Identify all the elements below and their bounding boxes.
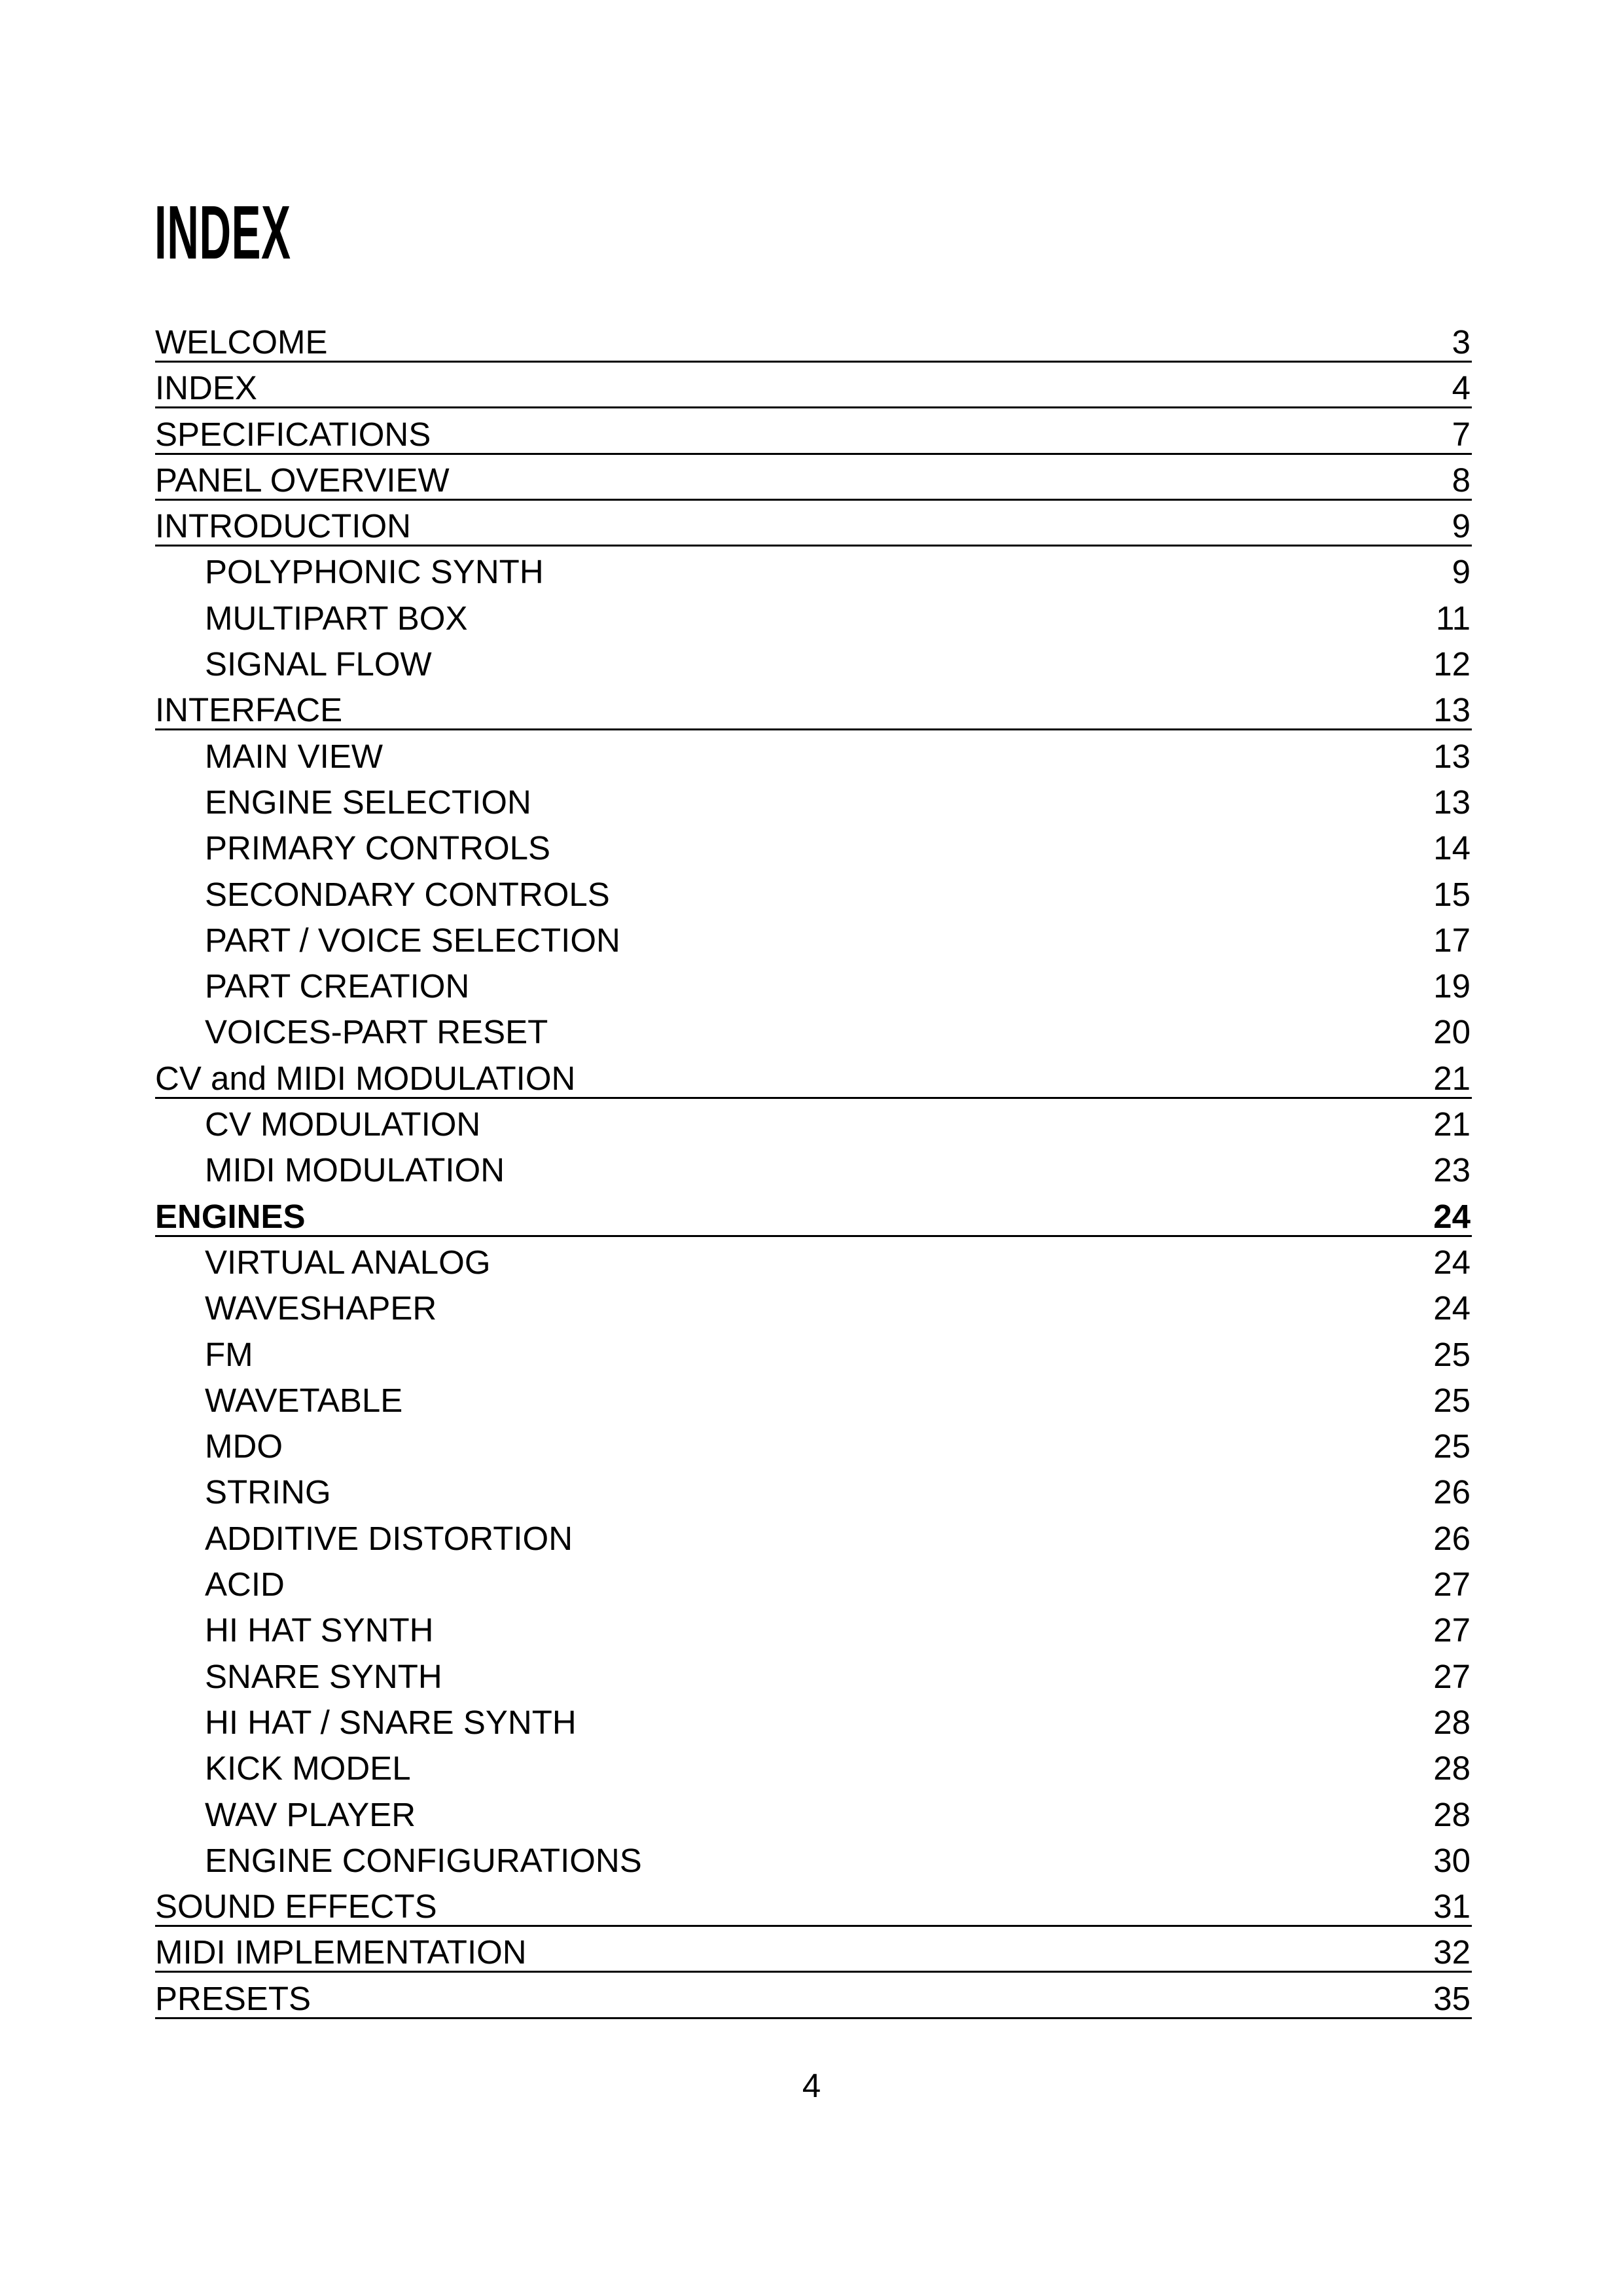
- toc-entry-label: FM: [205, 1335, 253, 1373]
- toc-entry-label: KICK MODEL: [205, 1749, 411, 1787]
- toc-entry-label: CV and MIDI MODULATION: [155, 1059, 576, 1097]
- toc-entry-label: SPECIFICATIONS: [155, 415, 431, 453]
- toc-entry-label: MIDI MODULATION: [205, 1151, 505, 1189]
- toc-entry-page-number: 25: [1433, 1427, 1471, 1465]
- toc-entry-label: PART / VOICE SELECTION: [205, 921, 620, 959]
- toc-entry[interactable]: [155, 1429, 1471, 1475]
- toc-entry[interactable]: [155, 1979, 1471, 2028]
- toc-entry-page-number: 9: [1452, 507, 1471, 545]
- toc-entry[interactable]: [155, 1107, 1471, 1153]
- toc-entry[interactable]: [155, 1657, 1471, 1706]
- toc-entry-page-number: 7: [1452, 415, 1471, 453]
- toc-entry[interactable]: [155, 601, 1471, 647]
- toc-entry-label: INTERFACE: [155, 691, 343, 729]
- toc-entry[interactable]: [155, 1568, 1471, 1613]
- toc-entry-page-number: 24: [1433, 1289, 1471, 1327]
- toc-entry-page-number: 27: [1433, 1611, 1471, 1649]
- toc-entry[interactable]: [155, 325, 1471, 371]
- toc-entry-page-number: 13: [1433, 783, 1471, 821]
- toc-entry-label: ENGINES: [155, 1197, 306, 1235]
- toc-entry-page-number: 14: [1433, 829, 1471, 867]
- toc-entry-label: PRESETS: [155, 1979, 312, 2017]
- toc-entry-label: HI HAT / SNARE SYNTH: [205, 1703, 577, 1741]
- toc-entry-page-number: 3: [1452, 323, 1471, 361]
- toc-entry-label: MIDI IMPLEMENTATION: [155, 1933, 527, 1971]
- toc-entry[interactable]: [155, 555, 1471, 601]
- toc-entry-page-number: 13: [1433, 737, 1471, 775]
- toc-entry-page-number: 19: [1433, 967, 1471, 1005]
- toc-entry-page-number: 28: [1433, 1703, 1471, 1741]
- toc-entry-label: PART CREATION: [205, 967, 470, 1005]
- toc-entry[interactable]: [155, 831, 1471, 877]
- toc-entry-page-number: 13: [1433, 691, 1471, 729]
- toc-entry-label: MAIN VIEW: [205, 737, 383, 775]
- toc-entry[interactable]: [155, 415, 1471, 463]
- toc-entry-page-number: 26: [1433, 1473, 1471, 1511]
- toc-entry-page-number: 35: [1433, 1979, 1471, 2017]
- toc-entry[interactable]: [155, 1153, 1471, 1199]
- toc-entry-label: INDEX: [155, 369, 257, 407]
- toc-entry[interactable]: [155, 509, 1471, 555]
- table-of-contents: [155, 325, 1471, 2028]
- toc-entry-page-number: 24: [1433, 1197, 1471, 1235]
- toc-entry-label: HI HAT SYNTH: [205, 1611, 434, 1649]
- footer-page-number: 4: [802, 2067, 821, 2104]
- toc-entry-page-number: 21: [1433, 1059, 1471, 1097]
- toc-entry[interactable]: [155, 969, 1471, 1015]
- toc-entry-label: SIGNAL FLOW: [205, 645, 432, 683]
- toc-entry-label: WELCOME: [155, 323, 328, 361]
- toc-entry-page-number: 20: [1433, 1013, 1471, 1051]
- toc-entry[interactable]: [155, 875, 1471, 924]
- toc-entry-label: VIRTUAL ANALOG: [205, 1243, 491, 1281]
- toc-entry[interactable]: [155, 1015, 1471, 1061]
- toc-entry-page-number: 26: [1433, 1519, 1471, 1557]
- toc-entry[interactable]: [155, 463, 1471, 509]
- toc-entry-label: PRIMARY CONTROLS: [205, 829, 551, 867]
- toc-entry-page-number: 4: [1452, 369, 1471, 407]
- toc-entry-page-number: 24: [1433, 1243, 1471, 1281]
- toc-entry-label: CV MODULATION: [205, 1105, 481, 1143]
- toc-entry-page-number: 32: [1433, 1933, 1471, 1971]
- toc-entry[interactable]: [155, 1197, 1471, 1246]
- toc-entry-page-number: 28: [1433, 1749, 1471, 1787]
- toc-entry[interactable]: [155, 737, 1471, 785]
- toc-entry[interactable]: [155, 1751, 1471, 1797]
- toc-entry-page-number: 28: [1433, 1795, 1471, 1833]
- toc-entry[interactable]: [155, 1841, 1471, 1890]
- toc-entry-page-number: 27: [1433, 1566, 1471, 1604]
- toc-entry[interactable]: [155, 1381, 1471, 1429]
- toc-entry[interactable]: [155, 1613, 1471, 1659]
- toc-entry[interactable]: [155, 1935, 1471, 1981]
- toc-entry-label: ADDITIVE DISTORTION: [205, 1519, 573, 1557]
- page-title: INDEX: [154, 190, 291, 275]
- toc-entry[interactable]: [155, 1890, 1471, 1935]
- toc-entry[interactable]: [155, 693, 1471, 739]
- toc-entry[interactable]: [155, 647, 1471, 693]
- toc-entry[interactable]: [155, 1243, 1471, 1291]
- toc-entry[interactable]: [155, 1291, 1471, 1337]
- toc-entry-label: MULTIPART BOX: [205, 599, 468, 637]
- toc-entry-page-number: 27: [1433, 1657, 1471, 1695]
- toc-entry-label: WAVETABLE: [205, 1381, 403, 1419]
- toc-entry-label: INTRODUCTION: [155, 507, 411, 545]
- toc-entry-label: STRING: [205, 1473, 331, 1511]
- toc-entry[interactable]: [155, 1059, 1471, 1107]
- toc-entry-label: WAVESHAPER: [205, 1289, 437, 1327]
- toc-entry-page-number: 30: [1433, 1841, 1471, 1879]
- toc-entry-label: SOUND EFFECTS: [155, 1888, 437, 1926]
- toc-entry-label: ENGINE SELECTION: [205, 783, 531, 821]
- toc-entry-label: MDO: [205, 1427, 283, 1465]
- toc-entry[interactable]: [155, 1519, 1471, 1568]
- toc-entry-label: VOICES-PART RESET: [205, 1013, 548, 1051]
- toc-entry-page-number: 25: [1433, 1335, 1471, 1373]
- toc-entry-label: POLYPHONIC SYNTH: [205, 553, 544, 591]
- toc-entry[interactable]: [155, 1703, 1471, 1751]
- toc-entry-label: ENGINE CONFIGURATIONS: [205, 1841, 642, 1879]
- toc-entry[interactable]: [155, 1335, 1471, 1384]
- toc-entry-label: ACID: [205, 1566, 285, 1604]
- toc-entry-page-number: 23: [1433, 1151, 1471, 1189]
- toc-entry-page-number: 9: [1452, 553, 1471, 591]
- toc-entry-page-number: 31: [1433, 1888, 1471, 1926]
- toc-entry-label: SNARE SYNTH: [205, 1657, 442, 1695]
- toc-entry-label: WAV PLAYER: [205, 1795, 416, 1833]
- toc-entry-page-number: 25: [1433, 1381, 1471, 1419]
- toc-entry-page-number: 11: [1436, 599, 1471, 637]
- toc-entry[interactable]: [155, 921, 1471, 969]
- toc-entry-label: SECONDARY CONTROLS: [205, 875, 610, 913]
- toc-entry-page-number: 8: [1452, 461, 1471, 499]
- toc-entry[interactable]: [155, 785, 1471, 831]
- toc-entry-page-number: 15: [1433, 875, 1471, 913]
- toc-entry-page-number: 21: [1433, 1105, 1471, 1143]
- toc-entry[interactable]: [155, 1475, 1471, 1521]
- toc-entry-page-number: 12: [1433, 645, 1471, 683]
- toc-entry[interactable]: [155, 371, 1471, 417]
- toc-entry-page-number: 17: [1433, 921, 1471, 959]
- toc-entry-label: PANEL OVERVIEW: [155, 461, 450, 499]
- toc-entry[interactable]: [155, 1795, 1471, 1844]
